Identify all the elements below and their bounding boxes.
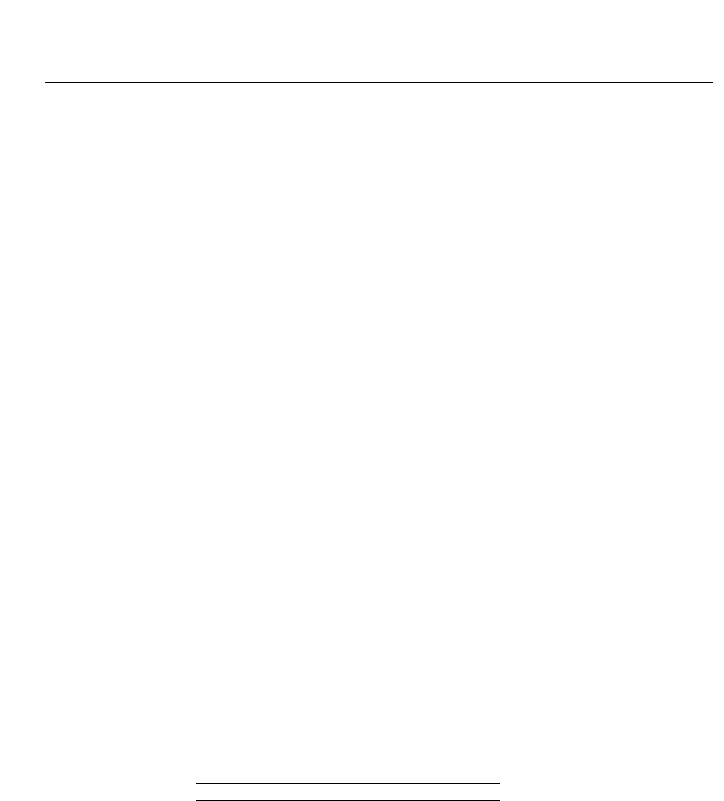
col-header-kokku: [619, 68, 713, 83]
col-header-kululiik: [45, 68, 201, 83]
col-header-periood: [201, 68, 265, 83]
col-header-summa: [437, 68, 503, 83]
charges-table: [45, 68, 713, 83]
amount-due-row: [196, 783, 500, 801]
col-header-kogus: [265, 68, 325, 83]
col-header-km-pct: [503, 68, 555, 83]
col-header-hind: [371, 68, 437, 83]
col-header-uhik: [325, 68, 371, 83]
table-header-row: [45, 68, 713, 83]
col-header-km: [555, 68, 619, 83]
